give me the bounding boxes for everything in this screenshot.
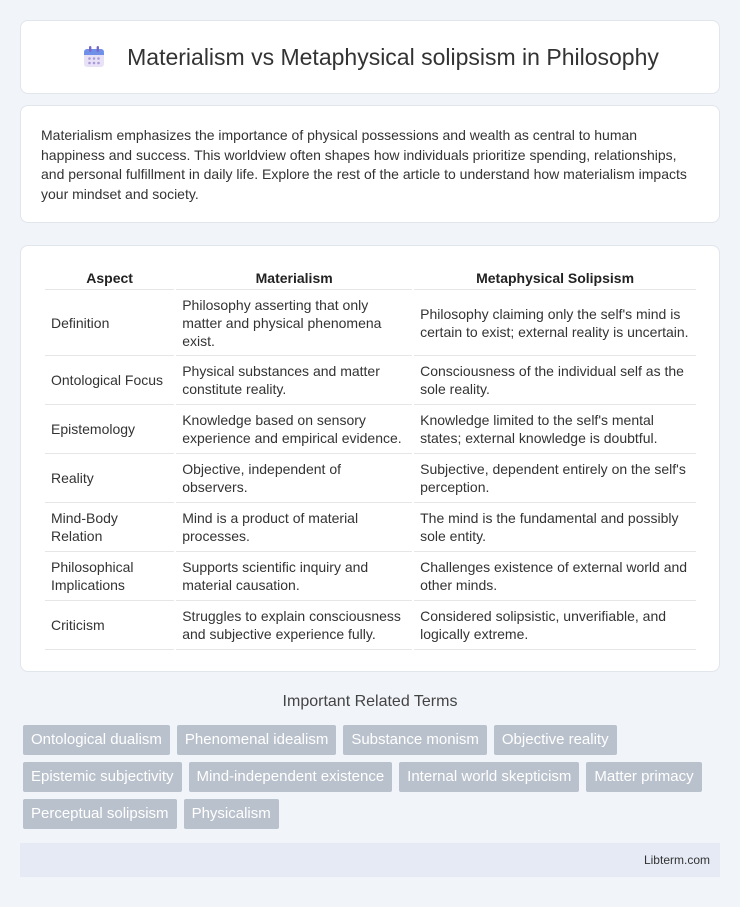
comparison-table-card (20, 245, 720, 672)
table-row (45, 405, 696, 454)
intro-paragraph: Materialism emphasizes the importance of physical possessions and wealth as central to human happiness and success. This worldview often shapes how individuals prioritize spending, relationships, and personal fulfillment in daily life. Explore the rest of the article to understand how materialism impacts your mindset and society. (41, 127, 687, 202)
column-header-solipsism: Metaphysical Solipsism (414, 266, 696, 290)
row-solipsism: Subjective, dependent entirely on the self's perception. (414, 454, 696, 503)
row-materialism: Philosophy asserting that only matter and physical phenomena exist. (176, 290, 412, 356)
row-materialism: Mind is a product of material processes. (176, 503, 412, 552)
row-materialism: Struggles to explain consciousness and subjective experience fully. (176, 601, 412, 650)
related-term-tag[interactable]: Matter primacy (586, 762, 701, 792)
footer-site-link[interactable]: Libterm.com (643, 853, 710, 867)
related-term-tag[interactable]: Epistemic subjectivity (23, 762, 182, 792)
row-materialism: Supports scientific inquiry and material causation. (176, 552, 412, 601)
row-solipsism: Consciousness of the individual self as the sole reality. (414, 356, 696, 405)
row-solipsism: Knowledge limited to the self's mental states; external knowledge is doubtful. (414, 405, 696, 454)
row-solipsism: Challenges existence of external world and other minds. (414, 552, 696, 601)
row-aspect: Criticism (45, 601, 174, 650)
table-row (45, 356, 696, 405)
calendar-icon (81, 44, 107, 70)
table-row (45, 552, 696, 601)
row-materialism: Knowledge based on sensory experience and empirical evidence. (176, 405, 412, 454)
table-row (45, 601, 696, 650)
related-term-tag[interactable]: Physicalism (184, 799, 279, 829)
row-aspect: Mind-Body Relation (45, 503, 174, 552)
related-term-tag[interactable]: Internal world skepticism (399, 762, 579, 792)
column-header-aspect: Aspect (45, 266, 174, 290)
related-term-tag[interactable]: Substance monism (343, 725, 487, 755)
row-materialism: Objective, independent of observers. (176, 454, 412, 503)
table-row (45, 503, 696, 552)
row-aspect: Ontological Focus (45, 356, 174, 405)
column-header-materialism: Materialism (176, 266, 412, 290)
related-terms-title: Important Related Terms (282, 693, 458, 710)
related-terms-list (23, 725, 723, 829)
table-row (45, 454, 696, 503)
footer (20, 843, 720, 877)
row-aspect: Philosophical Implications (45, 552, 174, 601)
row-solipsism: The mind is the fundamental and possibly sole entity. (414, 503, 696, 552)
row-materialism: Physical substances and matter constitute reality. (176, 356, 412, 405)
row-solipsism: Philosophy claiming only the self's mind is certain to exist; external reality is uncertain. (414, 290, 696, 356)
table-header-row (45, 266, 696, 290)
row-aspect: Definition (45, 290, 174, 356)
comparison-table (43, 266, 698, 650)
header-card (20, 20, 720, 94)
intro-card (20, 105, 720, 223)
related-term-tag[interactable]: Objective reality (494, 725, 617, 755)
related-term-tag[interactable]: Phenomenal idealism (177, 725, 336, 755)
page-title: Materialism vs Metaphysical solipsism in Philosophy (127, 43, 659, 70)
row-aspect: Reality (45, 454, 174, 503)
row-solipsism: Considered solipsistic, unverifiable, and logically extreme. (414, 601, 696, 650)
related-term-tag[interactable]: Mind-independent existence (189, 762, 393, 792)
related-term-tag[interactable]: Ontological dualism (23, 725, 170, 755)
table-row (45, 290, 696, 356)
row-aspect: Epistemology (45, 405, 174, 454)
related-term-tag[interactable]: Perceptual solipsism (23, 799, 177, 829)
